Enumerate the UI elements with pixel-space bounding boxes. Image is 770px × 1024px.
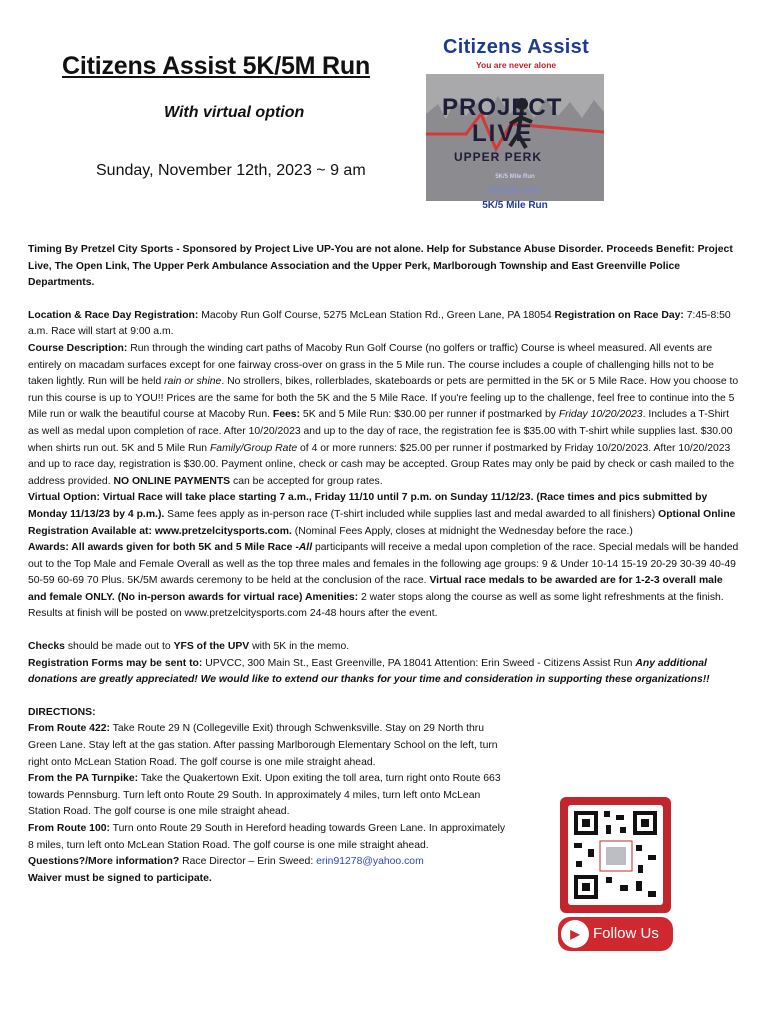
regforms-label: Registration Forms may be sent to: (28, 657, 203, 669)
regforms-paragraph (28, 656, 742, 689)
director-email-link[interactable]: erin91278@yahoo.com (316, 856, 424, 868)
logo-live-text: LIVE (472, 120, 534, 147)
logo-run-line-3: 5K/5 Mile Run (482, 200, 548, 211)
pa-turnpike-paragraph (28, 771, 506, 821)
page-subtitle: With virtual option (164, 104, 305, 121)
course-text: Run through the winding cart paths of Macoby Run Golf Course (no golfers or traffic) Course is wheel measured. All events are entirely on macadam surfaces except for one fairway cross-over on grass in the 5 Mile run. The course includes a couple of challenging hills not to be taken lightly. Run will be held (28, 342, 714, 388)
regday-label: Registration on Race Day: (554, 309, 684, 321)
logo-run-line-2: 5K/5 Mile Run (488, 186, 542, 195)
route-100-text: Turn onto Route 29 South in Hereford heading towards Green Lane. In approximately 8 miles, turn left onto McLean Station Road. The golf course is one mile straight ahead. (28, 823, 506, 851)
amenities-text: 2 water stops along the course as well as some light refreshments at the finish. Results at finish will be posted on www.pretzelcitysports.com 24-48 hours after the event. (28, 591, 724, 620)
virtual-text-2: (Nominal Fees Apply, closes at midnight the Wednesday before the race.) (291, 525, 633, 537)
location-label: Location & Race Day Registration: (28, 309, 199, 321)
group-rate: Family/Group Rate (209, 442, 298, 454)
fees-text-4: can be accepted for group rates. (230, 475, 383, 487)
route-100-paragraph (28, 821, 506, 854)
logo-run-line-1: 5K/5 Mile Run (495, 174, 535, 180)
checks-paragraph (28, 639, 742, 656)
course-italic: rain or shine (164, 376, 222, 388)
follow-us-button[interactable] (558, 917, 673, 951)
checks-text: should be made out to (64, 641, 174, 653)
location-paragraph (28, 308, 742, 341)
route-422-text: Take Route 29 N (Collegeville Exit) through Schwenksville. Stay on 29 North thru Green Lane. Stay left at the gas station. After passing Marlborough Elementary School on the left, turn right onto McLean Station Road. The golf course is one mile straight ahead. (28, 723, 498, 768)
fees-label: Fees: (272, 409, 301, 421)
route-100-label: From Route 100: (28, 823, 110, 834)
qr-code[interactable] (560, 797, 671, 913)
route-422-paragraph (28, 721, 506, 771)
awards-paragraph (28, 540, 742, 623)
checks-label: Checks (28, 641, 65, 653)
pa-turnpike-label: From the PA Turnpike: (28, 773, 139, 785)
regforms-text: UPVCC, 300 Main St., East Greenville, PA 18041 Attention: Erin Sweed - Citizens Assist Run (202, 657, 636, 669)
course-label: Course Description: (28, 342, 128, 354)
no-online-payments: NO ONLINE PAYMENTS (113, 475, 231, 487)
course-paragraph (28, 341, 742, 490)
directions-heading: DIRECTIONS: (28, 706, 96, 718)
logo-upper-perk-text: UPPER PERK (454, 150, 543, 164)
citizens-assist-logo (426, 30, 604, 215)
fees-deadline: Friday 10/20/2023 (558, 409, 643, 421)
page-title: Citizens Assist 5K/5M Run (62, 52, 371, 80)
logo-tagline: You are never alone (476, 60, 557, 70)
questions-label: Questions?/More information? (28, 856, 180, 868)
awards-label: Awards: All awards given for both 5K and 5 Mile Race - (28, 542, 299, 554)
fees-text: 5K and 5 Mile Run: $30.00 per runner if postmarked by (300, 409, 559, 421)
questions-paragraph (28, 854, 506, 871)
awards-text: participants will receive a medal upon completion of the race. Special medals will be handed out to the Top Male and Female Overall as well as the top three males and females in the following age groups: 9 & Under 10-14 15-19 20-29 30-39 40-49 50-59 60-69 70 Plus. 5K/5M awards ceremony to be held at the conclusion of the race. (28, 542, 739, 587)
directions-section (28, 705, 506, 888)
virtual-awards-amenities: Virtual race medals to be awarded are for 1-2-3 overall male and female ONLY. (No in-person awards for virtual race) Amenities: (28, 575, 723, 603)
route-422-label: From Route 422: (28, 723, 110, 735)
waiver-notice: Waiver must be signed to participate. (28, 872, 212, 884)
virtual-registration: Optional Online Registration Available at: www.pretzelcitysports.com. (28, 508, 736, 537)
regday-text: 7:45-8:50 a.m. Race will start at 9:00 a.m. (28, 309, 731, 338)
checks-payee: YFS of the UPV (173, 641, 250, 653)
questions-text: Race Director – Erin Sweed: (179, 856, 317, 868)
fees-text-3: of 4 or more runners: $25.00 per runner if postmarked by Friday 10/20/2023. After 10/20/2023 and up to race day, registration is $30.00. Payment online, check or cash may be accepted. Group Rates may only be paid by check or cash mailed to the address provided. (28, 442, 735, 487)
course-text-2: . No strollers, bikes, rollerblades, skateboards or pets are permitted in the 5K or 5 Mile Race. How you choose to run this course is up to YOU!! Prices are the same for both the 5K and the 5 Mile Race. If you're feeling up to the challenge, feel free to continue into the 5 Mile run or walk the beautiful course at Macoby Run. (28, 376, 739, 421)
timing-text: Timing By Pretzel City Sports - Sponsored by Project Live UP-You are not alone. Help for Substance Abuse Disorder. Proceeds Benefit: Project Live, The Open Link, The Upper Perk Ambulance Association and the Upper Perk, Marlborough Township and East Greenville Police Departments. (28, 244, 733, 289)
fees-text-2: . Includes a T-Shirt as well as medal upon completion of race. After 10/20/2023 and up to the day of race, the registration fee is $35.00 with T-shirt while supplies last. $30.00 when shirts run out. 5K and 5 Mile Run (28, 409, 733, 454)
awards-all: All (298, 542, 313, 554)
virtual-paragraph (28, 490, 742, 540)
pa-turnpike-text: Take the Quakertown Exit. Upon exiting the toll area, turn right onto Route 663 towards Pennsburg. Turn left onto Route 29 South. In approximately 4 miles, turn left onto McLean Station Road. The golf course is one mile straight ahead. (28, 773, 501, 818)
location-text: Macoby Run Golf Course, 5275 McLean Station Rd., Green Lane, PA 18054 (198, 309, 555, 321)
virtual-text: Same fees apply as in-person race (T-shirt included while supplies last and medal awarded to all finishers) (164, 508, 659, 520)
event-date: Sunday, November 12th, 2023 ~ 9 am (96, 162, 366, 179)
donations-thanks: Any additional donations are greatly appreciated! We would like to extend our thanks for your time and consideration in supporting these organizations!! (28, 657, 710, 686)
logo-brand: Citizens Assist (443, 36, 590, 58)
virtual-label: Virtual Option: Virtual Race will take place starting 7 a.m., Friday 11/10 until 7 p.m. on Sunday 11/12/23. (Race times and pics submitted by Monday 11/13/23 by 4 p.m.). (28, 492, 708, 520)
checks-text-2: with 5K in the memo. (249, 641, 350, 653)
event-details (28, 242, 742, 887)
timing-sponsor-paragraph (28, 242, 742, 292)
qr-code-pattern (568, 805, 663, 905)
megaphone-icon: ▶ (561, 920, 589, 948)
follow-us-label: Follow Us (593, 925, 659, 942)
logo-project-text: PROJECT (442, 94, 563, 121)
